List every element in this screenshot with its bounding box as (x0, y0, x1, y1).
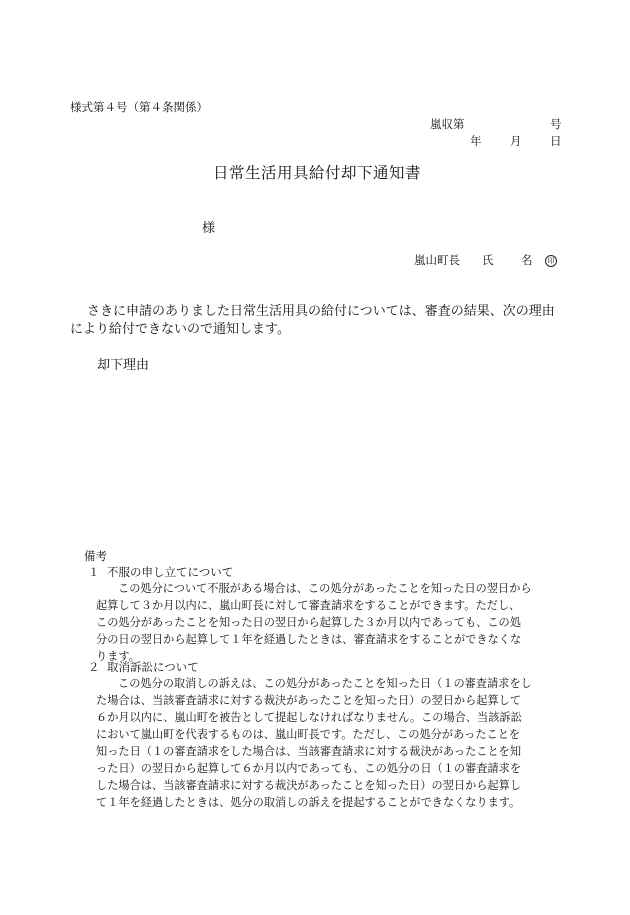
remarks-heading: 備考 (84, 549, 107, 563)
remark-2-number: ２ (88, 660, 100, 674)
remark-2-title: 取消訴訟について (107, 660, 199, 674)
receipt-prefix: 嵐収第 (430, 117, 465, 131)
remark-1-line: この処分があったことを知った日の翌日から起算した３か月以内であっても、この処 (96, 616, 521, 629)
date-year: 年 (470, 134, 482, 148)
remark-1-line: 分の日の翌日から起算して１年を経過したときは、審査請求をすることができなくな (96, 633, 522, 646)
remark-2-line: した場合は、当該審査請求に対する裁決があったことを知った日）の翌日から起算し (96, 779, 522, 792)
reason-label: 却下理由 (97, 358, 150, 373)
seal-mark: 印 (545, 255, 557, 267)
issuer-seal (545, 253, 557, 268)
remark-2-line: 知った日（１の審査請求をした場合は、当該審査請求に対する裁決があったことを知 (96, 745, 522, 758)
remark-2-line: た場合は、当該審査請求に対する裁決があったことを知った日）の翌日から起算して (96, 694, 522, 707)
remark-1-line: 起算して３か月以内に、嵐山町長に対して審査請求をすることができます。ただし、 (96, 599, 521, 612)
remark-1-line: この処分について不服がある場合は、この処分があったことを知った日の翌日から (118, 582, 532, 595)
issuer-title: 嵐山町長 (414, 253, 460, 267)
remark-1-title: 不服の申し立てについて (107, 565, 234, 579)
remark-1-line: ります。 (96, 650, 140, 663)
issuer-name-label-1: 氏 (482, 253, 494, 267)
body-line-1: さきに申請のありました日常生活用具の給付については、審査の結果、次の理由 (87, 304, 555, 319)
date-month: 月 (510, 134, 522, 148)
remark-2-line: において嵐山町を代表するものは、嵐山町長です。ただし、この処分があったことを (96, 728, 521, 741)
document-title: 日常生活用具給付却下通知書 (213, 164, 422, 182)
addressee-suffix: 様 (202, 221, 216, 236)
receipt-suffix: 号 (550, 117, 562, 131)
remark-2-line: この処分の取消しの訴えは、この処分があったことを知った日（１の審査請求をし (118, 677, 532, 690)
date-day: 日 (550, 134, 562, 148)
issuer-name-label-2: 名 (521, 253, 533, 267)
form-number: 様式第４号（第４条関係） (70, 100, 208, 114)
remark-2-line: った日）の翌日から起算して６か月以内であっても、この処分の日（１の審査請求を (96, 762, 522, 775)
remark-2-line: ６か月以内に、嵐山町を被告として提起しなければなりません。この場合、当該訴訟 (96, 711, 522, 724)
remark-2-line: て１年を経過したときは、処分の取消しの訴えを提起することができなくなります。 (96, 796, 521, 809)
body-line-2: により給付できないので通知します。 (70, 322, 290, 337)
remark-1-number: １ (88, 565, 100, 579)
